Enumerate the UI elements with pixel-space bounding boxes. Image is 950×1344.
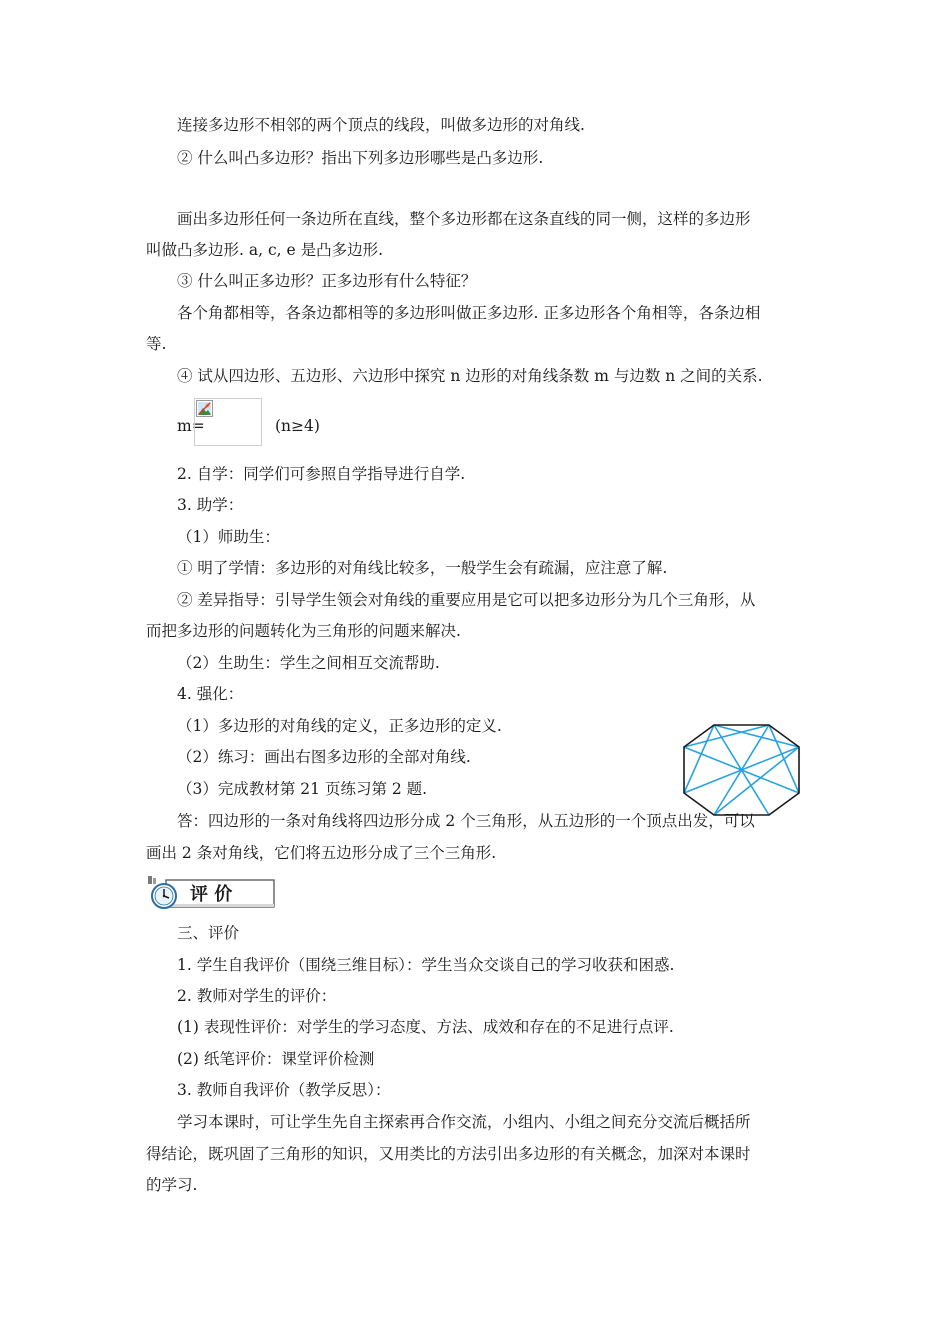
text-line: ② 差异指导：引导学生领会对角线的重要应用是它可以把多边形分为几个三角形，从: [177, 591, 756, 609]
text-line: 的学习.: [146, 1176, 198, 1194]
text-line: 而把多边形的问题转化为三角形的问题来解决.: [146, 622, 461, 640]
text-line: （1）多边形的对角线的定义，正多边形的定义.: [177, 717, 502, 735]
text-line: 3. 助学：: [177, 496, 244, 514]
hexagon-diagonals-figure: [680, 723, 804, 819]
text-line: ① 明了学情：多边形的对角线比较多，一般学生会有疏漏，应注意了解.: [177, 559, 668, 577]
text-line: 4. 强化：: [177, 685, 244, 703]
text-line: 画出 2 条对角线，它们将五边形分成了三个三角形.: [146, 844, 497, 862]
text-line: 叫做凸多边形. a, c, e 是凸多边形.: [146, 241, 384, 259]
text-line: 2. 教师对学生的评价：: [177, 987, 337, 1005]
text-line: (2) 纸笔评价：课堂评价检测: [177, 1050, 375, 1068]
text-line: 1. 学生自我评价（围绕三维目标）：学生当众交谈自己的学习收获和困惑.: [177, 956, 675, 974]
text-line: 连接多边形不相邻的两个顶点的线段，叫做多边形的对角线.: [177, 116, 585, 134]
text-line: ④ 试从四边形、五边形、六边形中探究 n 边形的对角线条数 m 与边数 n 之间的关系.: [177, 367, 763, 385]
text-line: 得结论，既巩固了三角形的知识，又用类比的方法引出多边形的有关概念，加深对本课时: [146, 1145, 751, 1163]
text-line: (1) 表现性评价：对学生的学习态度、方法、成效和存在的不足进行点评.: [177, 1018, 674, 1036]
text-line: ③ 什么叫正多边形？正多边形有什么特征？: [177, 272, 477, 290]
text-line: 画出多边形任何一条边所在直线，整个多边形都在这条直线的同一侧，这样的多边形: [177, 210, 751, 228]
text-line: 答：四边形的一条对角线将四边形分成 2 个三角形，从五边形的一个顶点出发，可以: [177, 812, 755, 830]
text-line: 各个角都相等，各条边都相等的多边形叫做正多边形. 正多边形各个角相等，各条边相: [177, 304, 761, 322]
text-line: （2）练习：画出右图多边形的全部对角线.: [177, 748, 471, 766]
section-badge-evaluation: [142, 875, 276, 911]
broken-image-icon: [196, 400, 213, 417]
formula-condition: (n≥4): [275, 417, 320, 435]
formula-m-label: m=: [177, 417, 205, 435]
text-line: （1）师助生：: [177, 528, 280, 546]
diagonal: [714, 747, 799, 815]
text-line: ② 什么叫凸多边形？指出下列多边形哪些是凸多边形.: [177, 149, 544, 167]
text-line: （2）生助生：学生之间相互交流帮助.: [177, 654, 440, 672]
text-line: 3. 教师自我评价（教学反思）：: [177, 1081, 391, 1099]
section-badge-label: 评 价: [190, 884, 233, 905]
text-line: （3）完成教材第 21 页练习第 2 题.: [177, 780, 428, 798]
section-heading: 三、评价: [177, 924, 240, 942]
formula-image-placeholder: [194, 398, 262, 446]
text-line: 2. 自学：同学们可参照自学指导进行自学.: [177, 465, 466, 483]
text-line: 学习本课时，可让学生先自主探索再合作交流，小组内、小组之间充分交流后概括所: [177, 1113, 751, 1131]
text-line: 等.: [146, 335, 167, 353]
